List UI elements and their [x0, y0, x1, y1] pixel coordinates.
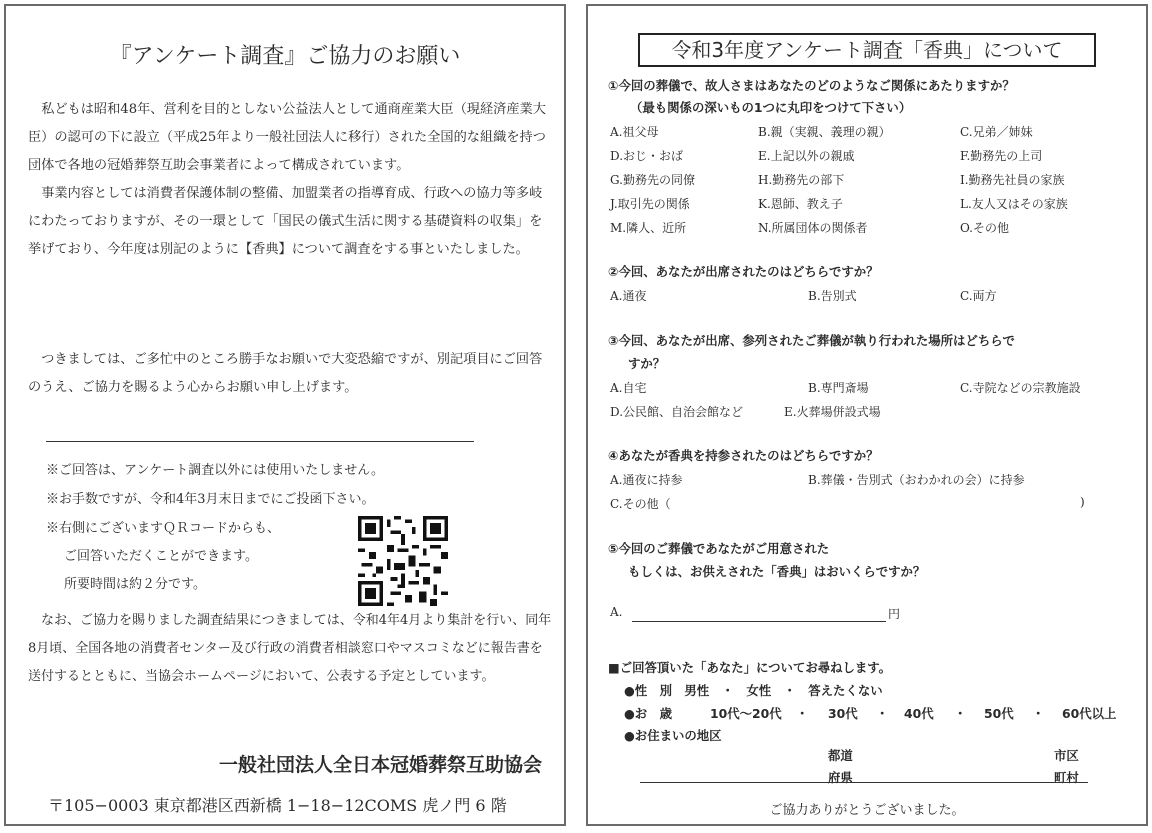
- age-separator: ・: [876, 706, 889, 721]
- q3-question-cont: すか？: [628, 356, 666, 371]
- q3-question: ③今回、あなたが出席、参列されたご葬儀が執り行われた場所はどちらで: [608, 333, 1015, 348]
- q1-option-g[interactable]: G.勤務先の同僚: [610, 173, 695, 187]
- q2-option-b[interactable]: B.告別式: [808, 289, 857, 303]
- region-city-bottom: 町村: [1054, 770, 1079, 785]
- survey-title: 令和3年度アンケート調査「香典」について: [638, 33, 1096, 67]
- intro-paragraph-2: 事業内容としては消費者保護体制の整備、加盟業者の指導育成、行政への協力等多岐にわたっておりますが、その一環として「国民の儀式生活に関する基礎資料の収集」を挙げており、今年度は別記のように【香典】について調査をする事といたしました。: [28, 186, 543, 257]
- thanks-message: ご協力ありがとうございました。: [769, 803, 965, 818]
- request-text: [28, 346, 548, 402]
- q1-option-a[interactable]: A.祖父母: [610, 125, 659, 139]
- q1-instruction: （最も関係の深いもの1つに丸印をつけて下さい）: [630, 100, 912, 115]
- q1-option-m[interactable]: M.隣人、近所: [610, 221, 687, 235]
- q1-option-f[interactable]: F.勤務先の上司: [960, 149, 1043, 163]
- age-option[interactable]: 60代以上: [1062, 706, 1117, 721]
- q2-option-a[interactable]: A.通夜: [610, 289, 647, 303]
- q4-option-c[interactable]: C.その他（: [610, 497, 671, 511]
- q1-option-i[interactable]: I.勤務先社員の家族: [960, 173, 1065, 187]
- age-option[interactable]: 10代〜20代: [710, 706, 782, 721]
- q5-question-cont: もしくは、お供えされた「香典」はおいくらですか？: [628, 564, 926, 579]
- region-answer-field[interactable]: [640, 782, 1088, 783]
- profile-region-label: ●お住まいの地区: [624, 728, 722, 743]
- q4-question: ④あなたが香典を持参されたのはどちらですか？: [608, 448, 879, 463]
- q1-option-e[interactable]: E.上記以外の親戚: [758, 149, 855, 163]
- note-2: ※お手数ですが、令和4年3月末日までにご投函下さい。: [46, 492, 375, 507]
- profile-gender[interactable]: ●性 別 男性 ・ 女性 ・ 答えたくない: [624, 683, 883, 698]
- note-5: 所要時間は約２分です。: [64, 577, 206, 592]
- q2-option-c[interactable]: C.両方: [960, 289, 997, 303]
- age-separator: ・: [796, 706, 809, 721]
- age-option[interactable]: 50代: [984, 706, 1014, 721]
- q4-option-a[interactable]: A.通夜に持参: [610, 473, 683, 487]
- age-separator: ・: [954, 706, 967, 721]
- age-option[interactable]: 30代: [828, 706, 858, 721]
- q3-option-c[interactable]: C.寺院などの宗教施設: [960, 381, 1081, 395]
- q5-question: ⑤今回のご葬儀であなたがご用意された: [608, 541, 830, 556]
- region-pref-top: 都道: [828, 748, 853, 763]
- region-city-top: 市区: [1054, 748, 1079, 763]
- q5-answer-field[interactable]: [632, 621, 886, 622]
- q4-option-b[interactable]: B.葬儀・告別式（おわかれの会）に持参: [808, 473, 1025, 487]
- q1-option-h[interactable]: H.勤務先の部下: [758, 173, 845, 187]
- intro-text: [28, 96, 548, 264]
- age-option[interactable]: 40代: [904, 706, 934, 721]
- left-title: 『アンケート調査』ご協力のお願い: [109, 44, 461, 69]
- closing-text: [28, 607, 552, 691]
- organization-address: 〒105−0003 東京都港区西新橋 1−18−12COMS 虎ノ門 6 階: [48, 796, 507, 815]
- q3-option-a[interactable]: A.自宅: [610, 381, 647, 395]
- q1-option-o[interactable]: O.その他: [960, 221, 1009, 235]
- q1-option-l[interactable]: L.友人又はその家族: [960, 197, 1068, 211]
- closing-paragraph: なお、ご協力を賜りました調査結果につきましては、令和4年4月より集計を行い、同年8月頃、全国各地の消費者センター及び行政の消費者相談窓口やマスコミなどに報告書を送付するとともに、当協会ホームページにおいて、公表する予定としています。: [28, 613, 552, 684]
- request-paragraph: つきましては、ご多忙中のところ勝手なお願いで大変恐縮ですが、別記項目にご回答のうえ、ご協力を賜るよう心からお願い申し上げます。: [28, 352, 543, 395]
- q5-unit: 円: [888, 607, 901, 621]
- q4-option-c-close: ): [1080, 495, 1085, 509]
- profile-heading: ■ご回答頂いた「あなた」についてお尋ねします。: [608, 660, 892, 675]
- note-3: ※右側にございますＱＲコードからも、: [46, 521, 281, 536]
- q1-option-k[interactable]: K.恩師、教え子: [758, 197, 843, 211]
- intro-paragraph-1: 私どもは昭和48年、営利を目的としない公益法人として通商産業大臣（現経済産業大臣）の認可の下に設立（平成25年より一般社団法人に移行）された全国的な組織を持つ団体で各地の冠婚葬祭互助会事業者によって構成されています。: [28, 102, 546, 173]
- q3-option-b[interactable]: B.専門斎場: [808, 381, 869, 395]
- region-pref-bottom: 府県: [828, 770, 853, 785]
- age-separator: ・: [1032, 706, 1045, 721]
- note-4: ご回答いただくことができます。: [64, 549, 258, 564]
- profile-age-label: ●お 歳: [624, 706, 672, 721]
- organization-name: 一般社団法人全日本冠婚葬祭互助協会: [218, 754, 542, 776]
- q1-option-c[interactable]: C.兄弟／姉妹: [960, 125, 1033, 139]
- q1-option-n[interactable]: N.所属団体の関係者: [758, 221, 868, 235]
- left-page: [4, 4, 566, 826]
- q3-option-d[interactable]: D.公民館、自治会館など: [610, 405, 744, 419]
- q3-option-e[interactable]: E.火葬場併設式場: [784, 405, 881, 419]
- q1-option-b[interactable]: B.親（実親、義理の親）: [758, 125, 891, 139]
- q1-question: ①今回の葬儀で、故人さまはあなたのどのようなご関係にあたりますか？: [608, 78, 1015, 93]
- q1-option-d[interactable]: D.おじ・おば: [610, 149, 684, 163]
- q2-question: ②今回、あなたが出席されたのはどちらですか？: [608, 264, 879, 279]
- note-1: ※ご回答は、アンケート調査以外には使用いたしません。: [46, 463, 385, 478]
- qr-code[interactable]: [358, 516, 448, 606]
- right-page: [586, 4, 1148, 826]
- q1-option-j[interactable]: J.取引先の関係: [610, 197, 690, 211]
- divider: [46, 441, 474, 442]
- q5-answer-prefix: A.: [610, 605, 623, 619]
